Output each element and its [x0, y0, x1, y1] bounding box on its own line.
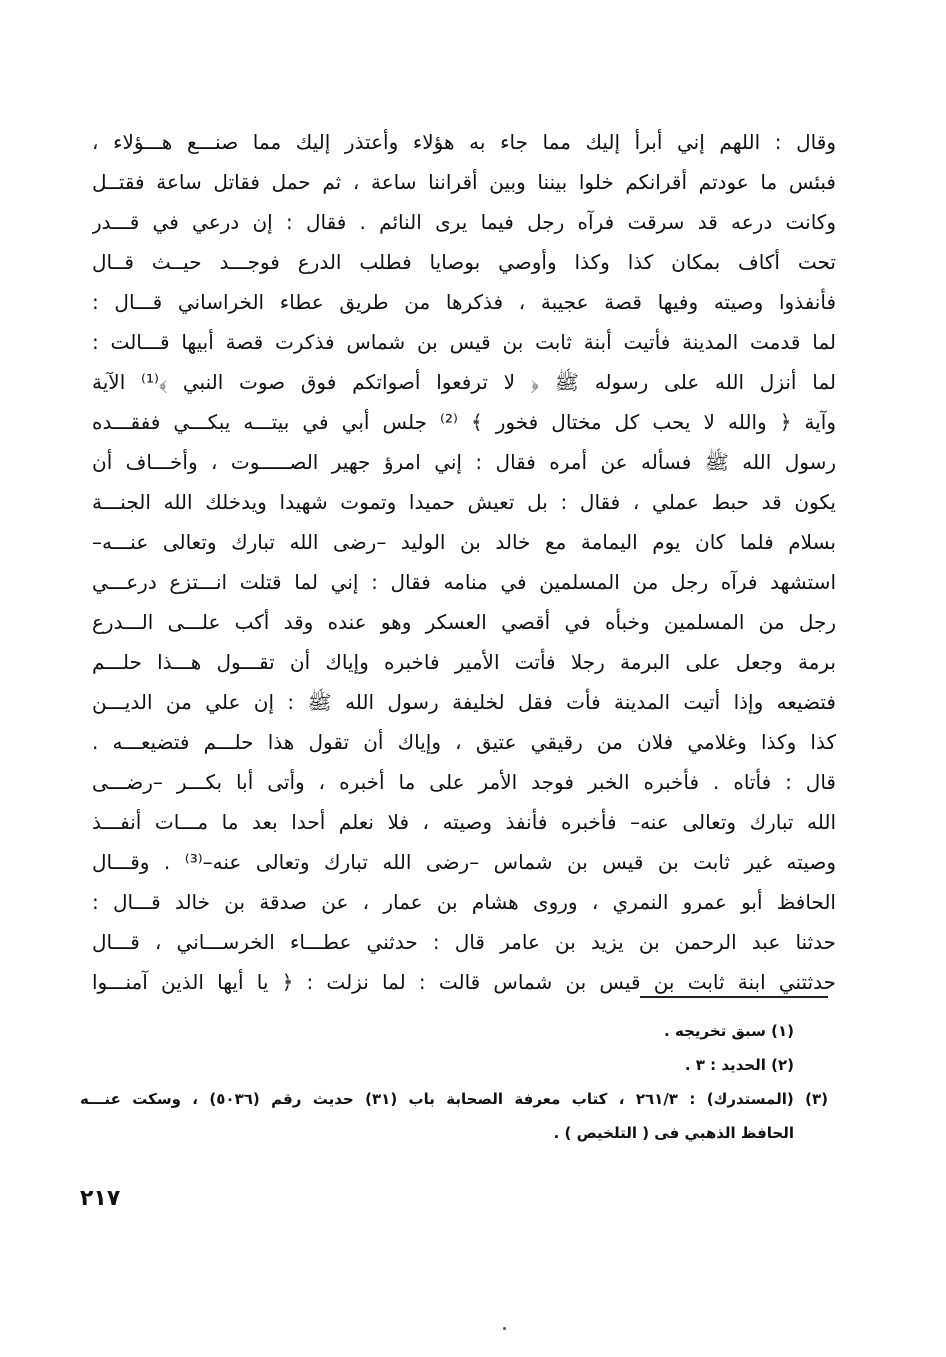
footnote-3-line-1: (٣) (المستدرك) : ٢٦١/٣ ، كتاب معرفة الصحابة باب (٣١) حديث رقم (٥٠٣٦) ، وسكت عنـــه	[80, 1090, 828, 1108]
footnotes	[80, 1014, 828, 1150]
text-line: الحافظ أبو عمرو النمري ، وروى هشام بن عمار ، عن صدقة بن خالد قـــال :	[92, 890, 836, 914]
text-line: برمة وجعل على البرمة رجلا فأتت الأمير فاخبره وإياك أن تقـــول هـــذا حلـــم	[92, 650, 836, 674]
text-line: لما أنزل الله على رسوله ﷺ ﴿ لا ترفعوا أصواتكم فوق صوت النبي ﴾⁽¹⁾ الآية	[92, 370, 836, 394]
footnote-2: (٢) الحديد : ٣ .	[684, 1056, 794, 1074]
text-line: حدثنا عبد الرحمن بن يزيد بن عامر قال : حدثني عطـــاء الخرســـاني ، قـــال	[92, 930, 836, 954]
main-text	[92, 122, 836, 1002]
footnote-1: (١) سبق تخريجه .	[664, 1022, 794, 1040]
scan-speck	[503, 1327, 506, 1330]
text-line: حدثتني ابنة ثابت بن قيس بن شماس قالت : لما نزلت : ﴿ يا أيها الذين آمنـــوا	[92, 970, 836, 994]
text-line: فبئس ما عودتم أقرانكم خلوا بيننا وبين أقراننا ساعة ، ثم حمل فقاتل ساعة فقتــل	[92, 170, 836, 194]
text-line: تحت أكاف بمكان كذا وكذا وأوصي بوصايا فطلب الدرع فوجـــد حيــث قــال	[92, 250, 836, 274]
text-line: رجل من المسلمين وخبأه في أقصي العسكر وهو عنده وقد أكب علـــى الـــدرع	[92, 610, 836, 634]
text-line: استشهد فرآه رجل من المسلمين في منامه فقال : إني لما قتلت انـــتزع درعـــي	[92, 570, 836, 594]
text-line: رسول الله ﷺ فسأله عن أمره فقال : إني امرؤ جهير الصـــــوت ، وأخـــاف أن	[92, 450, 836, 474]
text-line: وآية ﴿ والله لا يحب كل مختال فخور ﴾ ⁽²⁾ جلس أبي في بيتـــه يبكـــي ففقـــده	[92, 410, 836, 434]
text-line: بسلام فلما كان يوم اليمامة مع خالد بن الوليد –رضى الله تبارك وتعالى عنـــه–	[92, 530, 836, 554]
text-line: يكون قد حبط عملي ، فقال : بل تعيش حميدا وتموت شهيدا ويدخلك الله الجنـــة	[92, 490, 836, 514]
text-line: وكانت درعه قد سرقت فرآه رجل فيما يرى النائم . فقال : إن درعي في قـــدر	[92, 210, 836, 234]
page-number: ٢١٧	[80, 1186, 121, 1211]
text-line: قال : فأتاه . فأخبره الخبر فوجد الأمر على ما أخبره ، وأتى أبا بكـــر –رضـــى	[92, 770, 836, 794]
footnote-3-line-2: الحافظ الذهبي فى ( التلخيص ) .	[553, 1124, 794, 1142]
text-line: فأنفذوا وصيته وفيها قصة عجيبة ، فذكرها من طريق عطاء الخراساني قـــال :	[92, 290, 836, 314]
footnote-separator	[640, 996, 828, 998]
text-line: فتضيعه وإذا أتيت المدينة فأت فقل لخليفة رسول الله ﷺ : إن علي من الديـــن	[92, 690, 836, 714]
text-line: وقال : اللهم إني أبرأ إليك مما جاء به هؤلاء وأعتذر إليك مما صنـــع هـــؤلاء ،	[92, 130, 836, 154]
text-line: الله تبارك وتعالى عنه– فأخبره فأنفذ وصيته ، فلا نعلم أحدا بعد ما مـــات أنفـــذ	[92, 810, 836, 834]
text-line: وصيته غير ثابت بن قيس بن شماس –رضى الله تبارك وتعالى عنه–⁽³⁾ . وقـــال	[92, 850, 836, 874]
text-line: لما قدمت المدينة فأتيت أبنة ثابت بن قيس بن شماس فذكرت قصة أبيها قـــالت :	[92, 330, 836, 354]
text-line: كذا وكذا وغلامي فلان من رقيقي عتيق ، وإياك أن تقول هذا حلـــم فتضيعـــه .	[92, 730, 836, 754]
